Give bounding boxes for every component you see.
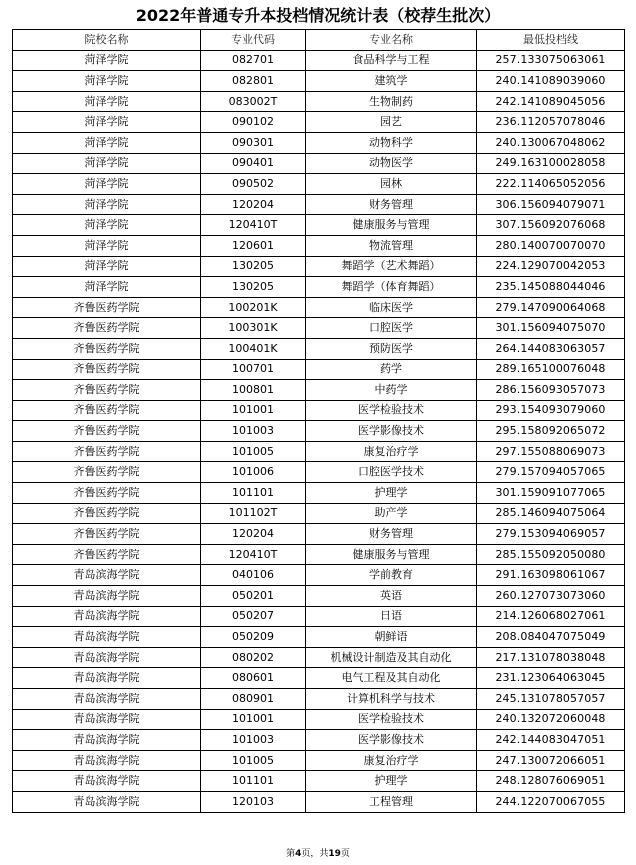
table-row (13, 565, 625, 586)
major-name-cell: 口腔医学技术 (306, 462, 477, 483)
min-score-cell: 291.163098061067 (477, 565, 625, 586)
major-code-cell: 120103 (201, 791, 306, 812)
table-row (13, 91, 625, 112)
min-score-cell: 301.159091077065 (477, 483, 625, 504)
major-name-cell: 朝鲜语 (306, 627, 477, 648)
table-row (13, 318, 625, 339)
min-score-cell: 222.114065052056 (477, 174, 625, 195)
major-code-cell: 082801 (201, 71, 306, 92)
major-code-cell: 100201K (201, 297, 306, 318)
school-name-cell: 齐鲁医药学院 (13, 380, 201, 401)
school-name-cell: 青岛滨海学院 (13, 689, 201, 710)
major-code-cell: 080601 (201, 668, 306, 689)
table-row (13, 338, 625, 359)
min-score-cell: 247.130072066051 (477, 750, 625, 771)
min-score-cell: 245.131078057057 (477, 689, 625, 710)
major-code-cell: 101101 (201, 483, 306, 504)
page-footer (0, 848, 636, 860)
major-name-cell: 机械设计制造及其自动化 (306, 647, 477, 668)
table-row (13, 297, 625, 318)
admission-score-table (12, 29, 625, 813)
table-row (13, 483, 625, 504)
school-name-cell: 齐鲁医药学院 (13, 544, 201, 565)
major-name-cell: 财务管理 (306, 194, 477, 215)
school-name-cell: 菏泽学院 (13, 112, 201, 133)
current-page-number: 4 (295, 849, 302, 859)
school-name-cell: 菏泽学院 (13, 194, 201, 215)
major-name-cell: 财务管理 (306, 524, 477, 545)
table-row (13, 277, 625, 298)
major-name-cell: 生物制药 (306, 91, 477, 112)
table-row (13, 71, 625, 92)
min-score-cell: 260.127073073060 (477, 586, 625, 607)
major-code-cell: 120410T (201, 215, 306, 236)
column-header-min-score: 最低投档线 (477, 30, 625, 51)
major-code-cell: 101003 (201, 421, 306, 442)
min-score-cell: 214.126068027061 (477, 606, 625, 627)
min-score-cell: 240.130067048062 (477, 132, 625, 153)
major-name-cell: 学前教育 (306, 565, 477, 586)
table-row (13, 606, 625, 627)
table-row (13, 400, 625, 421)
min-score-cell: 289.165100076048 (477, 359, 625, 380)
major-code-cell: 100701 (201, 359, 306, 380)
min-score-cell: 307.156092076068 (477, 215, 625, 236)
major-code-cell: 101005 (201, 441, 306, 462)
major-code-cell: 120601 (201, 235, 306, 256)
major-name-cell: 物流管理 (306, 235, 477, 256)
school-name-cell: 齐鲁医药学院 (13, 359, 201, 380)
major-code-cell: 080901 (201, 689, 306, 710)
school-name-cell: 青岛滨海学院 (13, 647, 201, 668)
table-row (13, 235, 625, 256)
table-row (13, 462, 625, 483)
school-name-cell: 齐鲁医药学院 (13, 483, 201, 504)
major-code-cell: 050209 (201, 627, 306, 648)
table-row (13, 750, 625, 771)
min-score-cell: 295.158092065072 (477, 421, 625, 442)
footer-suffix: 页 (340, 849, 350, 859)
min-score-cell: 279.147090064068 (477, 297, 625, 318)
min-score-cell: 301.156094075070 (477, 318, 625, 339)
min-score-cell: 240.141089039060 (477, 71, 625, 92)
table-row (13, 441, 625, 462)
major-code-cell: 130205 (201, 277, 306, 298)
major-code-cell: 082701 (201, 50, 306, 71)
footer-prefix: 第 (286, 849, 296, 859)
min-score-cell: 279.157094057065 (477, 462, 625, 483)
major-name-cell: 医学检验技术 (306, 400, 477, 421)
school-name-cell: 青岛滨海学院 (13, 771, 201, 792)
major-name-cell: 动物科学 (306, 132, 477, 153)
school-name-cell: 菏泽学院 (13, 132, 201, 153)
major-code-cell: 090102 (201, 112, 306, 133)
table-row (13, 730, 625, 751)
min-score-cell: 280.140070070070 (477, 235, 625, 256)
footer-middle: 页，共 (301, 849, 329, 859)
major-code-cell: 080202 (201, 647, 306, 668)
major-code-cell: 120204 (201, 194, 306, 215)
table-row (13, 709, 625, 730)
school-name-cell: 菏泽学院 (13, 174, 201, 195)
table-row (13, 50, 625, 71)
page-title: 2022年普通专升本投档情况统计表（校荐生批次） (135, 6, 501, 25)
major-code-cell: 050207 (201, 606, 306, 627)
min-score-cell: 235.145088044046 (477, 277, 625, 298)
min-score-cell: 242.144083047051 (477, 730, 625, 751)
school-name-cell: 青岛滨海学院 (13, 606, 201, 627)
school-name-cell: 齐鲁医药学院 (13, 503, 201, 524)
major-code-cell: 101005 (201, 750, 306, 771)
min-score-cell: 257.133075063061 (477, 50, 625, 71)
min-score-cell: 240.132072060048 (477, 709, 625, 730)
major-code-cell: 101001 (201, 400, 306, 421)
major-name-cell: 助产学 (306, 503, 477, 524)
school-name-cell: 菏泽学院 (13, 71, 201, 92)
major-code-cell: 090502 (201, 174, 306, 195)
min-score-cell: 279.153094069057 (477, 524, 625, 545)
table-row (13, 586, 625, 607)
table-row (13, 503, 625, 524)
major-name-cell: 园艺 (306, 112, 477, 133)
major-name-cell: 计算机科学与技术 (306, 689, 477, 710)
major-name-cell: 舞蹈学（体育舞蹈） (306, 277, 477, 298)
table-row (13, 647, 625, 668)
major-code-cell: 101101 (201, 771, 306, 792)
min-score-cell: 285.146094075064 (477, 503, 625, 524)
school-name-cell: 齐鲁医药学院 (13, 297, 201, 318)
table-row (13, 256, 625, 277)
school-name-cell: 青岛滨海学院 (13, 586, 201, 607)
min-score-cell: 293.154093079060 (477, 400, 625, 421)
major-code-cell: 120204 (201, 524, 306, 545)
school-name-cell: 齐鲁医药学院 (13, 524, 201, 545)
table-row (13, 524, 625, 545)
table-row (13, 174, 625, 195)
min-score-cell: 217.131078038048 (477, 647, 625, 668)
school-name-cell: 齐鲁医药学院 (13, 462, 201, 483)
major-name-cell: 舞蹈学（艺术舞蹈） (306, 256, 477, 277)
school-name-cell: 青岛滨海学院 (13, 565, 201, 586)
table-row (13, 153, 625, 174)
major-name-cell: 健康服务与管理 (306, 215, 477, 236)
table-row (13, 359, 625, 380)
table-row (13, 627, 625, 648)
school-name-cell: 青岛滨海学院 (13, 627, 201, 648)
major-name-cell: 医学影像技术 (306, 421, 477, 442)
major-code-cell: 050201 (201, 586, 306, 607)
school-name-cell: 菏泽学院 (13, 256, 201, 277)
table-row (13, 421, 625, 442)
min-score-cell: 285.155092050080 (477, 544, 625, 565)
min-score-cell: 306.156094079071 (477, 194, 625, 215)
min-score-cell: 236.112057078046 (477, 112, 625, 133)
major-name-cell: 口腔医学 (306, 318, 477, 339)
major-code-cell: 040106 (201, 565, 306, 586)
school-name-cell: 齐鲁医药学院 (13, 441, 201, 462)
major-code-cell: 083002T (201, 91, 306, 112)
min-score-cell: 208.084047075049 (477, 627, 625, 648)
school-name-cell: 青岛滨海学院 (13, 750, 201, 771)
major-name-cell: 中药学 (306, 380, 477, 401)
major-name-cell: 工程管理 (306, 791, 477, 812)
school-name-cell: 齐鲁医药学院 (13, 318, 201, 339)
school-name-cell: 齐鲁医药学院 (13, 338, 201, 359)
major-code-cell: 090301 (201, 132, 306, 153)
major-name-cell: 护理学 (306, 771, 477, 792)
major-name-cell: 电气工程及其自动化 (306, 668, 477, 689)
table-row (13, 689, 625, 710)
major-name-cell: 康复治疗学 (306, 441, 477, 462)
column-header-major-code: 专业代码 (201, 30, 306, 51)
min-score-cell: 231.123064063045 (477, 668, 625, 689)
school-name-cell: 菏泽学院 (13, 235, 201, 256)
min-score-cell: 248.128076069051 (477, 771, 625, 792)
table-header-row (13, 30, 625, 51)
major-code-cell: 101001 (201, 709, 306, 730)
major-code-cell: 101102T (201, 503, 306, 524)
major-name-cell: 预防医学 (306, 338, 477, 359)
table-row (13, 544, 625, 565)
school-name-cell: 齐鲁医药学院 (13, 400, 201, 421)
min-score-cell: 249.163100028058 (477, 153, 625, 174)
table-row (13, 771, 625, 792)
min-score-cell: 224.129070042053 (477, 256, 625, 277)
major-code-cell: 100801 (201, 380, 306, 401)
table-body (13, 50, 625, 812)
column-header-major-name: 专业名称 (306, 30, 477, 51)
major-name-cell: 医学检验技术 (306, 709, 477, 730)
major-name-cell: 健康服务与管理 (306, 544, 477, 565)
major-name-cell: 建筑学 (306, 71, 477, 92)
school-name-cell: 菏泽学院 (13, 91, 201, 112)
min-score-cell: 297.155088069073 (477, 441, 625, 462)
table-row (13, 668, 625, 689)
table-row (13, 132, 625, 153)
school-name-cell: 齐鲁医药学院 (13, 421, 201, 442)
school-name-cell: 菏泽学院 (13, 50, 201, 71)
major-code-cell: 101003 (201, 730, 306, 751)
major-code-cell: 100401K (201, 338, 306, 359)
major-code-cell: 130205 (201, 256, 306, 277)
major-code-cell: 120410T (201, 544, 306, 565)
school-name-cell: 菏泽学院 (13, 153, 201, 174)
table-row (13, 380, 625, 401)
major-name-cell: 园林 (306, 174, 477, 195)
school-name-cell: 青岛滨海学院 (13, 791, 201, 812)
school-name-cell: 青岛滨海学院 (13, 730, 201, 751)
major-name-cell: 临床医学 (306, 297, 477, 318)
min-score-cell: 244.122070067055 (477, 791, 625, 812)
major-name-cell: 食品科学与工程 (306, 50, 477, 71)
min-score-cell: 242.141089045056 (477, 91, 625, 112)
major-code-cell: 090401 (201, 153, 306, 174)
table-row (13, 791, 625, 812)
table-row (13, 194, 625, 215)
major-code-cell: 100301K (201, 318, 306, 339)
min-score-cell: 286.156093057073 (477, 380, 625, 401)
min-score-cell: 264.144083063057 (477, 338, 625, 359)
total-page-number: 19 (328, 849, 341, 859)
table-row (13, 112, 625, 133)
table-row (13, 215, 625, 236)
major-code-cell: 101006 (201, 462, 306, 483)
school-name-cell: 青岛滨海学院 (13, 668, 201, 689)
major-name-cell: 英语 (306, 586, 477, 607)
major-name-cell: 康复治疗学 (306, 750, 477, 771)
school-name-cell: 菏泽学院 (13, 215, 201, 236)
major-name-cell: 药学 (306, 359, 477, 380)
major-name-cell: 医学影像技术 (306, 730, 477, 751)
major-name-cell: 日语 (306, 606, 477, 627)
column-header-school: 院校名称 (13, 30, 201, 51)
major-name-cell: 动物医学 (306, 153, 477, 174)
school-name-cell: 菏泽学院 (13, 277, 201, 298)
school-name-cell: 青岛滨海学院 (13, 709, 201, 730)
major-name-cell: 护理学 (306, 483, 477, 504)
